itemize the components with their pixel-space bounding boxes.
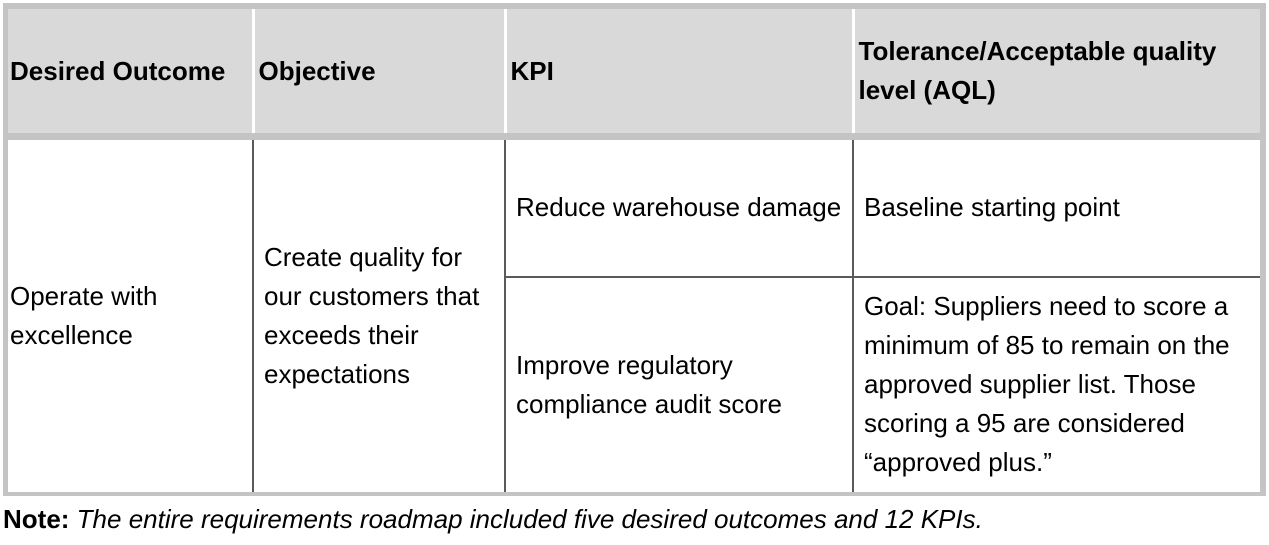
table-row — [8, 137, 1260, 277]
table-note — [3, 501, 983, 537]
objective-cell: Create quality for our customers that exceeds their expectations — [253, 137, 505, 493]
note-label: Note: — [3, 504, 70, 534]
requirements-table — [8, 9, 1260, 492]
header-kpi: KPI — [505, 9, 853, 137]
header-objective: Objective — [253, 9, 505, 137]
tolerance-cell: Baseline starting point — [853, 137, 1260, 277]
kpi-cell: Reduce warehouse damage — [505, 137, 853, 277]
desired-outcome-cell: Operate with excellence — [10, 281, 158, 350]
header-desired-outcome: Desired Outcome — [8, 9, 253, 137]
tolerance-cell: Goal: Suppliers need to score a minimum of 85 to remain on the approved supplier list. Those scoring a 95 are considered “approved plus.” — [853, 277, 1260, 492]
table-header-row — [8, 9, 1260, 137]
note-text: The entire requirements roadmap included five desired outcomes and 12 KPIs. — [76, 504, 983, 534]
kpi-cell: Improve regulatory compliance audit score — [505, 277, 853, 492]
header-tolerance: Tolerance/Acceptable quality level (AQL) — [853, 9, 1260, 137]
